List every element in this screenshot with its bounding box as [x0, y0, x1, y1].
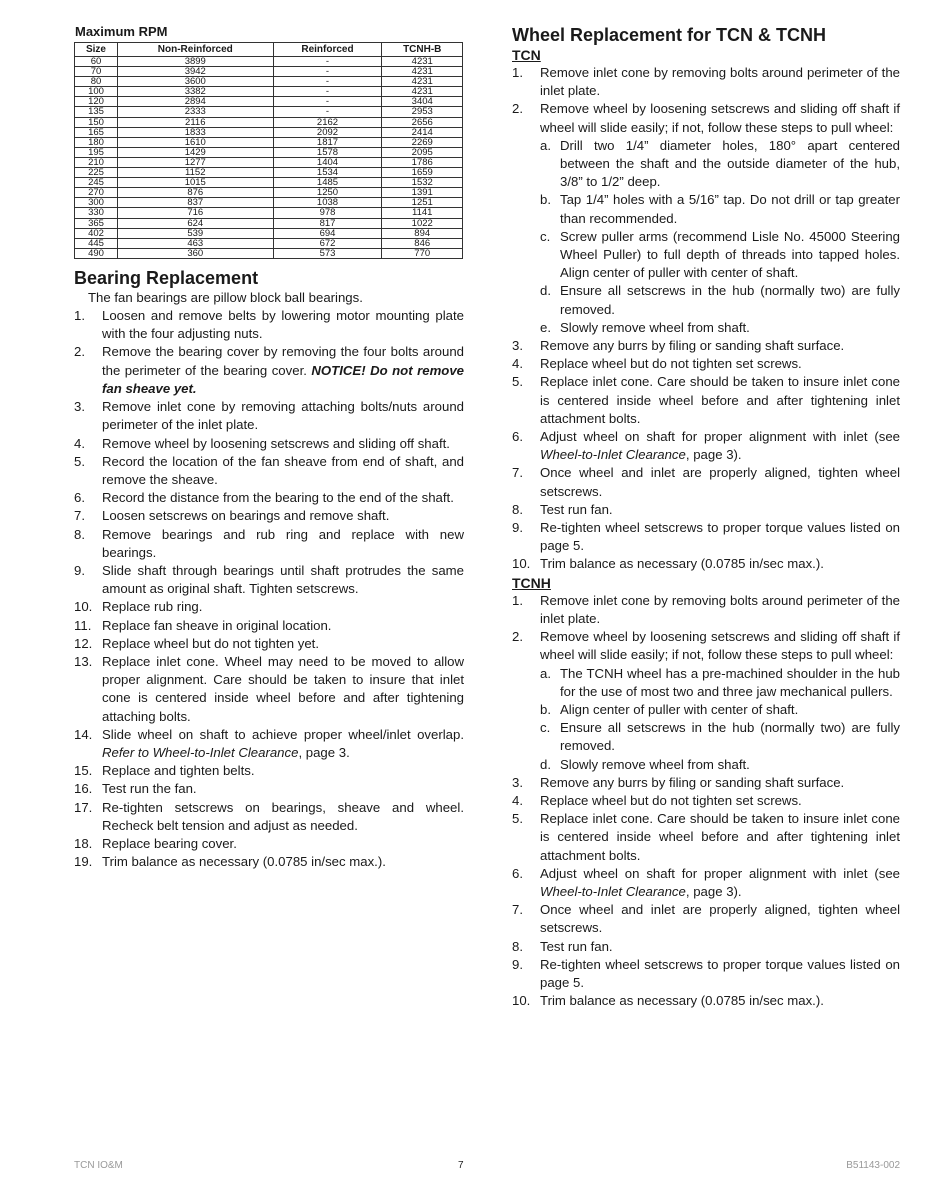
table-row [75, 248, 463, 258]
table-cell: 245 [75, 178, 118, 188]
step-text: Adjust wheel on shaft for proper alignment with inlet (see [540, 429, 900, 445]
list-item [512, 992, 900, 1010]
step-number: 4. [512, 792, 523, 808]
footer-doc-title: TCN IO&M [74, 1160, 123, 1171]
step-text: Remove wheel by loosening setscrews and sliding off shaft. [102, 435, 450, 451]
step-number: 10. [512, 993, 531, 1009]
table-cell: 876 [118, 188, 274, 198]
step-number: 1. [74, 308, 85, 324]
table-row [75, 67, 463, 77]
table-cell: 846 [382, 238, 463, 248]
step-text: Remove the bearing cover by removing the four bolts around the perimeter of the bearing cover. [102, 344, 464, 378]
step-text-end: , page 3. [298, 744, 350, 760]
header-non-reinforced: Non-Reinforced [118, 43, 274, 57]
list-item [74, 762, 464, 780]
substep-letter: b. [540, 701, 551, 717]
list-item [512, 100, 900, 337]
header-size: Size [75, 43, 118, 57]
substep-text: Screw puller arms (recommend Lisle No. 45000 Steering Wheel Puller) to full depth of threads into tapped holes. Align center of puller with center of shaft. [560, 228, 900, 281]
table-cell: 1141 [382, 208, 463, 218]
list-item [74, 398, 464, 434]
substep-text: Ensure all setscrews in the hub (normally two) are fully removed. [560, 720, 900, 754]
table-cell: 3382 [118, 87, 274, 97]
step-number: 1. [512, 592, 523, 608]
table-title: Maximum RPM [75, 24, 168, 39]
table-cell: 539 [118, 228, 274, 238]
step-number: 6. [512, 865, 523, 881]
table-cell: 2894 [118, 97, 274, 107]
table-cell: 180 [75, 137, 118, 147]
list-item [74, 307, 464, 343]
step-text: Replace wheel but do not tighten set screws. [540, 792, 802, 808]
table-cell: 4231 [382, 67, 463, 77]
step-number: 8. [512, 501, 523, 517]
table-cell: 1391 [382, 188, 463, 198]
step-text: Remove inlet cone by removing bolts around perimeter of the inlet plate. [540, 592, 900, 626]
table-row [75, 168, 463, 178]
table-cell: - [273, 57, 382, 67]
step-number: 6. [512, 429, 523, 445]
table-cell: 4231 [382, 87, 463, 97]
table-cell: 225 [75, 168, 118, 178]
step-number: 19. [74, 854, 93, 870]
list-item [74, 453, 464, 489]
substep-letter: a. [540, 137, 551, 153]
list-item [74, 526, 464, 562]
table-cell: 3600 [118, 77, 274, 87]
substep-text: Tap 1/4” holes with a 5/16” tap. Do not drill or tap greater than recommended. [560, 192, 900, 226]
step-text: Remove bearings and rub ring and replace with new bearings. [102, 526, 464, 560]
table-cell: 100 [75, 87, 118, 97]
max-rpm-table [74, 42, 463, 259]
table-cell: 210 [75, 157, 118, 167]
table-cell: 770 [382, 248, 463, 258]
step-number: 16. [74, 781, 93, 797]
substep-letter: d. [540, 756, 551, 772]
step-number: 2. [74, 344, 85, 360]
right-column [512, 24, 900, 1010]
table-cell: 1251 [382, 198, 463, 208]
table-cell: 978 [273, 208, 382, 218]
substep-text: Slowly remove wheel from shaft. [560, 756, 750, 772]
substep-text: Drill two 1/4” diameter holes, 180° apart centered between the shaft and the outside diameter of the hub, 3/8” to 1/2” deep. [560, 137, 900, 190]
step-number: 8. [74, 526, 85, 542]
list-item [540, 756, 900, 774]
tcn-steps [512, 64, 900, 574]
step-number: 3. [74, 399, 85, 415]
step-number: 5. [512, 374, 523, 390]
substep-text: The TCNH wheel has a pre-machined shoulder in the hub for the use of most two and three jaw mechanical pullers. [560, 665, 900, 699]
table-cell: 60 [75, 57, 118, 67]
list-item [512, 501, 900, 519]
substep-text: Slowly remove wheel from shaft. [560, 319, 750, 335]
table-cell: 300 [75, 198, 118, 208]
list-item [512, 64, 900, 100]
table-row [75, 208, 463, 218]
table-cell: 402 [75, 228, 118, 238]
bearing-section-title: Bearing Replacement [74, 267, 259, 288]
substep-text: Ensure all setscrews in the hub (normally two) are fully removed. [560, 283, 900, 317]
list-item [540, 191, 900, 227]
step-number: 3. [512, 774, 523, 790]
list-item [512, 774, 900, 792]
step-number: 2. [512, 629, 523, 645]
table-cell: 624 [118, 218, 274, 228]
step-number: 8. [512, 938, 523, 954]
table-cell: 2095 [382, 147, 463, 157]
table-cell: 70 [75, 67, 118, 77]
step-text: Remove wheel by loosening setscrews and sliding off shaft if wheel will slide easily; if not, follow these steps to pull wheel: [540, 101, 900, 135]
table-cell: 1485 [273, 178, 382, 188]
table-row [75, 157, 463, 167]
substep-letter: b. [540, 192, 551, 208]
list-item [512, 956, 900, 992]
list-item [512, 373, 900, 428]
table-cell: 150 [75, 117, 118, 127]
step-text: Trim balance as necessary (0.0785 in/sec max.). [540, 993, 824, 1009]
table-cell: 2414 [382, 127, 463, 137]
table-cell: 1578 [273, 147, 382, 157]
step-text: Trim balance as necessary (0.0785 in/sec max.). [102, 854, 386, 870]
table-row [75, 188, 463, 198]
step-number: 7. [74, 508, 85, 524]
step-number: 5. [74, 453, 85, 469]
table-cell: 1817 [273, 137, 382, 147]
step-number: 14. [74, 726, 93, 742]
step-text: Test run fan. [540, 938, 613, 954]
table-cell: 3942 [118, 67, 274, 77]
list-item [74, 435, 464, 453]
list-item [512, 901, 900, 937]
table-row [75, 107, 463, 117]
step-text-end: , page 3). [685, 447, 742, 463]
step-text: Re-tighten wheel setscrews to proper torque values listed on page 5. [540, 956, 900, 990]
step-number: 12. [74, 635, 93, 651]
table-cell: 694 [273, 228, 382, 238]
left-column [74, 24, 464, 871]
list-item [74, 598, 464, 616]
step-text: Remove any burrs by filing or sanding shaft surface. [540, 774, 845, 790]
list-item [540, 319, 900, 337]
step-text: Replace wheel but do not tighten set screws. [540, 356, 802, 372]
reference-text: Wheel-to-Inlet Clearance [540, 883, 686, 899]
table-cell: 672 [273, 238, 382, 248]
table-row [75, 127, 463, 137]
step-number: 7. [512, 902, 523, 918]
step-number: 3. [512, 338, 523, 354]
step-number: 13. [74, 653, 93, 669]
table-cell: 837 [118, 198, 274, 208]
step-text: Loosen setscrews on bearings and remove shaft. [102, 508, 390, 524]
list-item [512, 519, 900, 555]
list-item [512, 464, 900, 500]
step-text: Replace inlet cone. Care should be taken to insure inlet cone is centered inside wheel before and after tightening inlet attachment bolts. [540, 374, 900, 426]
step-text: Replace inlet cone. Wheel may need to be moved to allow proper alignment. Care should be taken to insure that inlet cone is centered inside wheel before and after tightening attaching bolts. [102, 653, 464, 724]
tcn-substeps [540, 137, 900, 337]
list-item [74, 726, 464, 762]
step-number: 1. [512, 65, 523, 80]
tcn-heading: TCN [512, 47, 541, 63]
list-item [540, 282, 900, 318]
table-cell: 573 [273, 248, 382, 258]
step-text: Record the distance from the bearing to the end of the shaft. [102, 490, 454, 506]
step-text: Replace wheel but do not tighten yet. [102, 635, 320, 651]
step-text: Loosen and remove belts by lowering motor mounting plate with the four adjusting nuts. [102, 308, 464, 342]
list-item [74, 835, 464, 853]
footer-page-number: 7 [458, 1160, 464, 1171]
list-item [74, 653, 464, 726]
list-item [512, 628, 900, 774]
list-item [512, 592, 900, 628]
list-item [512, 428, 900, 464]
table-cell: 3899 [118, 57, 274, 67]
step-number: 4. [512, 356, 523, 372]
step-number: 7. [512, 465, 523, 481]
step-text: Replace and tighten belts. [102, 763, 255, 779]
table-cell: 1277 [118, 157, 274, 167]
list-item [512, 810, 900, 865]
table-cell: 195 [75, 147, 118, 157]
reference-text: Wheel-to-Inlet Clearance [540, 447, 686, 463]
table-cell: 365 [75, 218, 118, 228]
table-cell: 1015 [118, 178, 274, 188]
step-text: Replace inlet cone. Care should be taken to insure inlet cone is centered inside wheel before and after tightening inlet attachment bolts. [540, 811, 900, 863]
step-text: Remove any burrs by filing or sanding shaft surface. [540, 338, 845, 354]
reference-text: Refer to Wheel-to-Inlet Clearance [102, 744, 299, 760]
table-header-row [75, 43, 463, 57]
table-cell: 1404 [273, 157, 382, 167]
step-text: Remove wheel by loosening setscrews and sliding off shaft if wheel will slide easily; if not, follow these steps to pull wheel: [540, 629, 900, 663]
table-cell: 463 [118, 238, 274, 248]
table-cell: 490 [75, 248, 118, 258]
table-cell: 445 [75, 238, 118, 248]
list-item [540, 665, 900, 701]
step-text: Test run the fan. [102, 781, 197, 797]
table-row [75, 147, 463, 157]
table-cell: 135 [75, 107, 118, 117]
table-row [75, 238, 463, 248]
table-cell: 2116 [118, 117, 274, 127]
step-text: Re-tighten setscrews on bearings, sheave and wheel. Recheck belt tension and adjust as needed. [102, 799, 464, 833]
step-number: 9. [512, 956, 523, 972]
substep-letter: e. [540, 319, 551, 335]
step-text: Remove inlet cone by removing attaching bolts/nuts around perimeter of the inlet plate. [102, 399, 464, 433]
table-cell: 1152 [118, 168, 274, 178]
table-cell: 80 [75, 77, 118, 87]
step-number: 18. [74, 835, 93, 851]
step-text: Re-tighten wheel setscrews to proper torque values listed on page 5. [540, 520, 900, 554]
header-tcnh-b: TCNH-B [382, 43, 463, 57]
table-cell: 1022 [382, 218, 463, 228]
table-cell: 1786 [382, 157, 463, 167]
step-number: 4. [74, 435, 85, 451]
table-row [75, 218, 463, 228]
substep-letter: c. [540, 228, 551, 244]
table-cell: 1429 [118, 147, 274, 157]
table-row [75, 117, 463, 127]
table-row [75, 77, 463, 87]
step-text: Record the location of the fan sheave from end of shaft, and remove the sheave. [102, 453, 464, 487]
step-text: Trim balance as necessary (0.0785 in/sec max.). [540, 556, 824, 572]
table-cell: 3404 [382, 97, 463, 107]
table-row [75, 87, 463, 97]
step-text: Replace bearing cover. [102, 835, 237, 851]
list-item [540, 701, 900, 719]
table-cell: 4231 [382, 77, 463, 87]
table-cell: 1532 [382, 178, 463, 188]
table-cell: 165 [75, 127, 118, 137]
list-item [74, 853, 464, 871]
table-body [75, 57, 463, 259]
table-cell: 360 [118, 248, 274, 258]
table-cell: 2333 [118, 107, 274, 117]
substep-letter: a. [540, 665, 551, 681]
table-cell: - [273, 97, 382, 107]
step-number: 11. [74, 617, 92, 633]
list-item [512, 337, 900, 355]
list-item [540, 228, 900, 283]
table-cell: - [273, 87, 382, 97]
step-number: 10. [512, 556, 531, 572]
step-text: Once wheel and inlet are properly aligned, tighten wheel setscrews. [540, 465, 900, 499]
list-item [512, 865, 900, 901]
table-cell: - [273, 77, 382, 87]
step-number: 5. [512, 811, 523, 827]
table-cell: 2162 [273, 117, 382, 127]
footer-doc-number: B51143-002 [846, 1160, 900, 1171]
step-text: Slide shaft through bearings until shaft protrudes the same amount as original shaft. Tighten setscrews. [102, 562, 464, 597]
table-row [75, 97, 463, 107]
step-text: Once wheel and inlet are properly aligned, tighten wheel setscrews. [540, 902, 900, 936]
step-text: Replace rub ring. [102, 599, 203, 615]
table-cell: 1534 [273, 168, 382, 178]
table-cell: - [273, 107, 382, 117]
table-cell: 270 [75, 188, 118, 198]
list-item [512, 355, 900, 373]
step-number: 10. [74, 599, 93, 615]
step-text: Slide wheel on shaft to achieve proper wheel/inlet overlap. [102, 726, 464, 742]
list-item [74, 507, 464, 525]
table-cell: 120 [75, 97, 118, 107]
table-cell: - [273, 67, 382, 77]
table-cell: 2953 [382, 107, 463, 117]
tcnh-steps [512, 592, 900, 1011]
substep-letter: c. [540, 720, 551, 736]
list-item [74, 562, 464, 598]
wheel-section-title: Wheel Replacement for TCN & TCNH [512, 25, 827, 45]
list-item [74, 780, 464, 798]
step-number: 15. [74, 763, 93, 779]
table-row [75, 198, 463, 208]
substep-text: Align center of puller with center of shaft. [560, 701, 799, 717]
step-number: 17. [74, 799, 93, 815]
table-row [75, 178, 463, 188]
table-cell: 1659 [382, 168, 463, 178]
list-item [540, 719, 900, 755]
table-cell: 2656 [382, 117, 463, 127]
step-number: 2. [512, 101, 523, 117]
list-item [512, 555, 900, 573]
header-reinforced: Reinforced [273, 43, 382, 57]
table-cell: 2092 [273, 127, 382, 137]
table-row [75, 228, 463, 238]
table-cell: 4231 [382, 57, 463, 67]
tcnh-heading: TCNH [512, 574, 551, 591]
step-text: Replace fan sheave in original location. [102, 617, 332, 633]
table-cell: 894 [382, 228, 463, 238]
list-item [74, 343, 464, 398]
bearing-intro: The fan bearings are pillow block ball bearings. [88, 289, 363, 305]
list-item [540, 137, 900, 192]
bearing-steps [74, 307, 464, 871]
step-text-end: , page 3). [685, 883, 742, 899]
table-cell: 1038 [273, 198, 382, 208]
list-item [74, 635, 464, 653]
tcnh-substeps [540, 665, 900, 774]
table-cell: 2269 [382, 137, 463, 147]
table-cell: 1610 [118, 137, 274, 147]
list-item [74, 799, 464, 835]
list-item [512, 792, 900, 810]
table-cell: 1833 [118, 127, 274, 137]
table-cell: 1250 [273, 188, 382, 198]
list-item [512, 938, 900, 956]
step-text: Remove inlet cone by removing bolts around perimeter of the inlet plate. [540, 65, 900, 99]
list-item [74, 617, 464, 635]
list-item [74, 489, 464, 507]
step-text: Test run fan. [540, 501, 613, 517]
notice-text: NOTICE! Do not remove fan sheave yet. [102, 362, 465, 396]
table-row [75, 57, 463, 67]
step-number: 6. [74, 490, 85, 506]
table-cell: 817 [273, 218, 382, 228]
step-text: Adjust wheel on shaft for proper alignment with inlet (see [540, 865, 900, 881]
step-number: 9. [74, 562, 85, 578]
substep-letter: d. [540, 283, 551, 299]
step-number: 9. [512, 520, 523, 536]
table-row [75, 137, 463, 147]
table-cell: 716 [118, 208, 274, 218]
table-cell: 330 [75, 208, 118, 218]
